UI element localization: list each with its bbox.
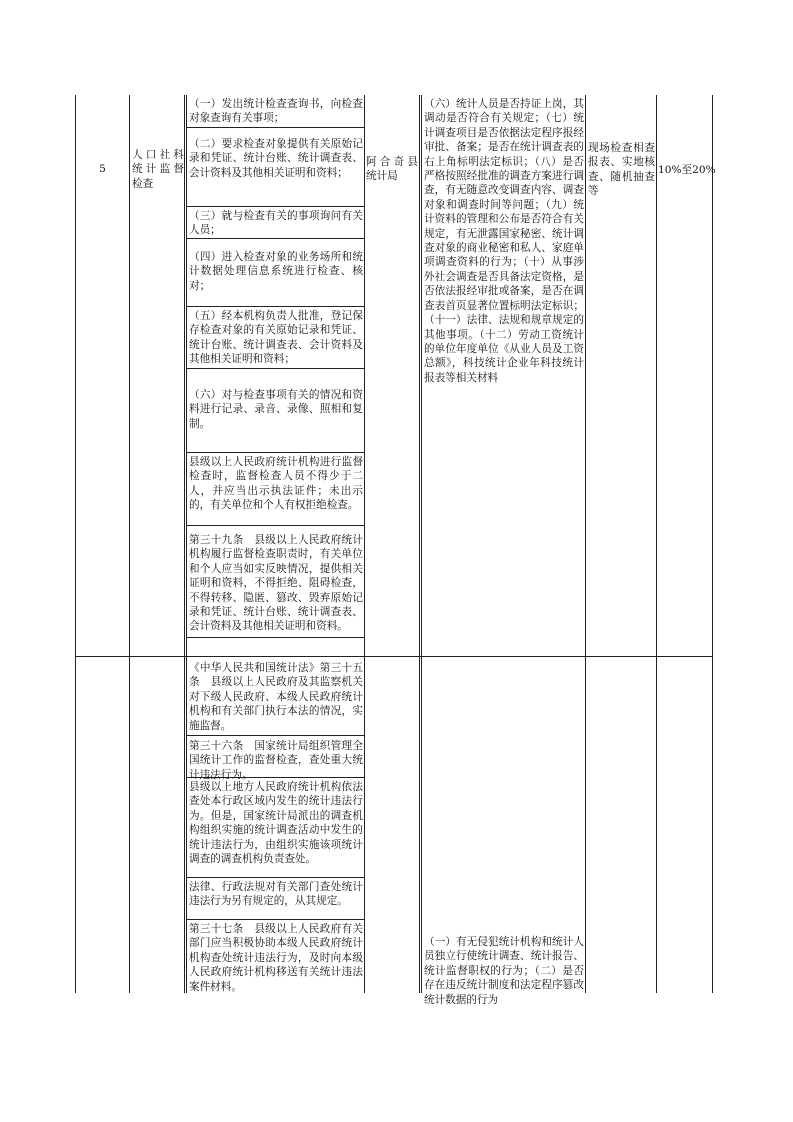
basis-cell-10: 第三十六条 国家统计局组织管理全国统计工作的监督检查，查处重大统计违法行为。 (189, 740, 363, 781)
table-border-right (712, 95, 713, 993)
column-divider (421, 95, 422, 993)
cell-divider (186, 368, 364, 369)
column-divider (129, 95, 130, 993)
basis-cell-8: 第三十九条 县级以上人民政府统计机构履行监督检查职责时，有关单位和个人应当如实反映情况，提供相关证明和资料，不得拒绝、阻碍检查，不得转移、隐匿、篡改、毁弃原始记录和凭证、统计台账、统计调查表、会计资料及其他相关证明和资料。 (189, 534, 363, 633)
check-item-name: 人口社科统计监督检查 (132, 149, 184, 190)
basis-cell-7: 县级以上人民政府统计机构进行监督检查时，监督检查人员不得少于二人，并应当出示执法证件；未出示的，有关单位和个人有权拒绝检查。 (189, 456, 363, 512)
basis-cell-6: （六）对与检查事项有关的情况和资料进行记录、录音、录像、照相和复制。 (189, 389, 363, 430)
check-method-cell: 现场检查相查报表、实地核查、随机抽查等 (588, 142, 655, 198)
basis-cell-9: 《中华人民共和国统计法》第三十五条 县级以上人民政府及其监察机关对下级人民政府、本级人民政府统计机构和有关部门执行本法的情况，实施监督。 (189, 662, 363, 732)
basis-cell-2: （二）要求检查对象提供有关原始记录和凭证、统计台账、统计调查表、会计资料及其他相关证明和资料； (189, 138, 363, 179)
basis-cell-3: （三）就与检查有关的事项询问有关人员； (189, 210, 363, 237)
cell-divider (186, 735, 364, 736)
column-divider (656, 95, 657, 993)
cell-divider (186, 452, 364, 453)
cell-divider (186, 919, 364, 920)
column-divider (364, 95, 365, 993)
table-border-left (75, 95, 76, 993)
basis-cell-12: 法律、行政法规对有关部门查处统计违法行为另有规定的，从其规定。 (189, 881, 363, 908)
check-content-cell: （六）统计人员是否持证上岗，其调动是否符合有关规定；（七）统计调查项目是否依据法定程序报经审批、备案；是否在统计调查表的右上角标明法定标识；（八）是否严格按照经批准的调查方案进行调查，有无随意改变调查内容、调查对象和调查时间等问题；（九）统计资料的管理和公布是否符合有关规定，有无泄露国家秘密、统计调查对象的商业秘密和私人、家庭单项调查资料的行为；（十）从事涉外社会调查是否具备法定资格，是否依法报经审批或备案，是否在调查表首页显著位置标明法定标识；（十一）法律、法规和规章规定的其他事项。（十二）劳动工资统计的单位年度单位《从业人员及工资总额》，科技统计企业年科技统计报表等相关材料 (424, 98, 584, 384)
check-ratio-cell: 10%至20% (658, 164, 716, 176)
column-divider (186, 95, 187, 993)
column-divider (419, 95, 420, 993)
column-divider (184, 95, 185, 993)
row-divider (75, 656, 713, 657)
cell-divider (186, 206, 364, 207)
basis-cell-1: （一）发出统计检查查询书，向检查对象查询有关事项； (189, 98, 363, 125)
check-content-cell: （一）有无侵犯统计机构和统计人员独立行使统计调查、统计报告、统计监督职权的行为；（二）是否存在违反统计制度和法定程序篡改统计数据的行为 (424, 936, 584, 1006)
basis-cell-11: 县级以上地方人民政府统计机构依法查处本行政区域内发生的统计违法行为。但是，国家统计局派出的调查机构组织实施的统计调查活动中发生的统计违法行为，由组织实施该项统计调查的调查机构负责查处。 (189, 781, 363, 866)
cell-divider (186, 238, 364, 239)
row-number: 5 (99, 163, 106, 175)
cell-divider (186, 637, 364, 638)
cell-divider (186, 877, 364, 878)
basis-cell-4: （四）进入检查对象的业务场所和统计数据处理信息系统进行检查、核对； (189, 251, 363, 292)
cell-divider (186, 306, 364, 307)
cell-divider (186, 525, 364, 526)
basis-cell-13: 第三十七条 县级以上人民政府有关部门应当积极协助本级人民政府统计机构查处统计违法行为，及时向本级人民政府统计机构移送有关统计违法案件材料。 (189, 923, 363, 993)
cell-divider (186, 127, 364, 128)
column-divider (585, 95, 586, 993)
basis-cell-5: （五）经本机构负责人批准，登记保存检查对象的有关原始记录和凭证、统计台账、统计调查表、会计资料及其他相关证明和资料； (189, 310, 363, 366)
department-cell: 阿合奇县统计局 (366, 156, 418, 183)
